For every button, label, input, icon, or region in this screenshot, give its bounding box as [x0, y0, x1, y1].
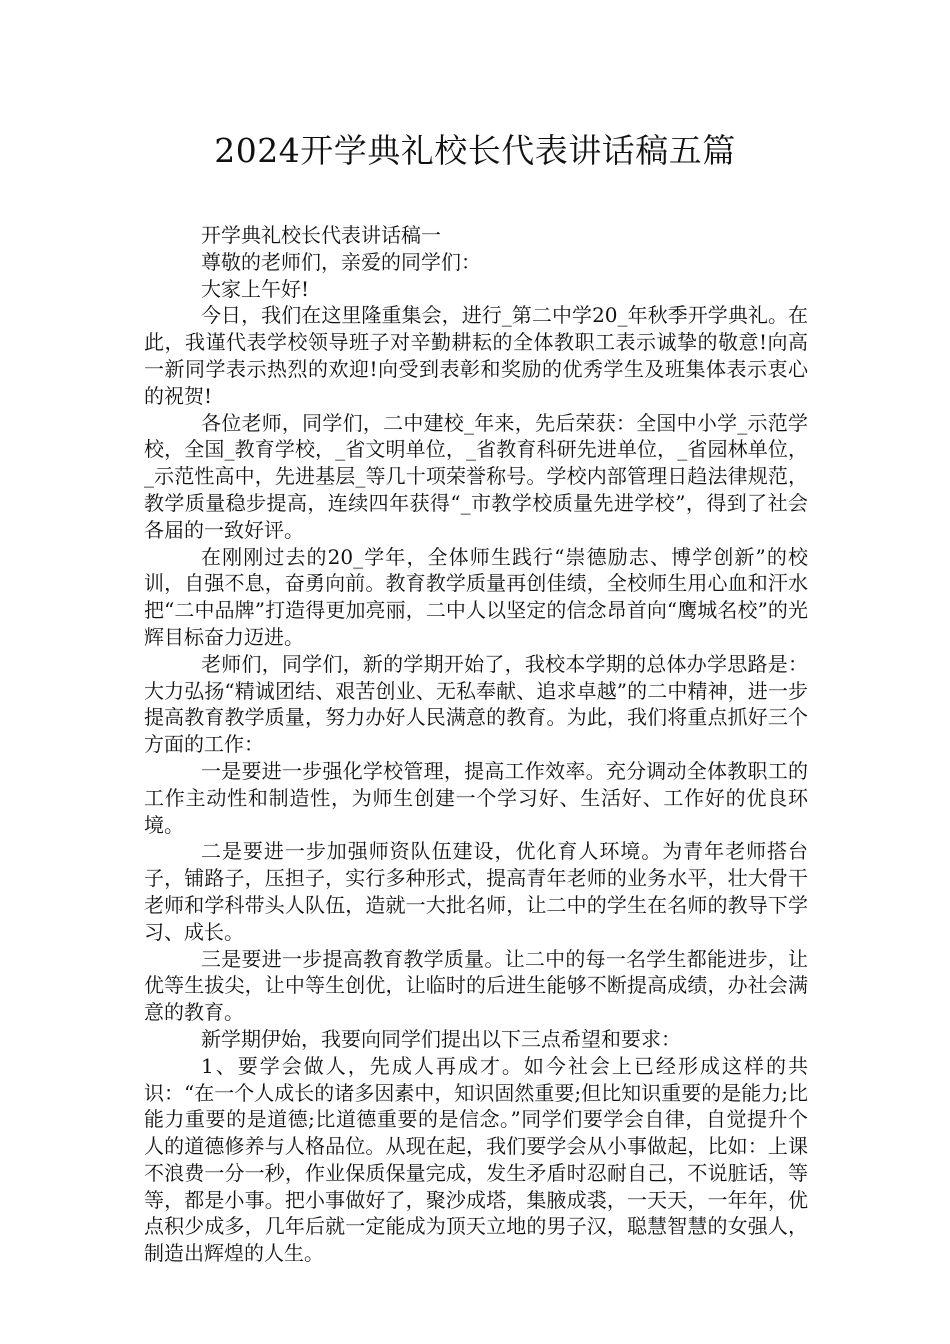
- paragraph: 开学典礼校长代表讲话稿一: [201, 223, 441, 247]
- paragraph: 新学期伊始，我要向同学们提出以下三点希望和要求：: [201, 1026, 681, 1051]
- paragraph: 大家上午好!: [201, 276, 310, 301]
- document-title: 2024开学典礼校长代表讲话稿五篇: [214, 131, 736, 170]
- paragraph: 一是要进一步强化学校管理，提高工作效率。充分调动全体教职工的工作主动性和制造性，为师生创建一个学习好、生活好、工作好的优良环境。: [144, 758, 808, 837]
- document-body: [144, 222, 808, 1267]
- paragraph: 尊敬的老师们，亲爱的同学们：: [201, 249, 481, 274]
- paragraph: 老师们，同学们，新的学期开始了，我校本学期的总体办学思路是：大力弘扬“精诚团结、艰苦创业、无私奉献、追求卓越”的二中精神，进一步提高教育教学质量，努力办好人民满意的教育。为此，我们将重点抓好三个方面的工作：: [144, 651, 808, 757]
- paragraph: 各位老师，同学们，二中建校_年来，先后荣获：全国中小学_示范学校，全国_教育学校，_省文明单位，_省教育科研先进单位，_省园林单位，_示范性高中，先进基层_等几十项荣誉称号。学校内部管理日趋法律规范，教学质量稳步提高，连续四年获得“_市教学校质量先进学校”，得到了社会各届的一致好评。: [144, 410, 808, 542]
- paragraph: 1、要学会做人，先成人再成才。如今社会上已经形成这样的共识：“在一个人成长的诸多因素中，知识固然重要;但比知识重要的是能力;比能力重要的是道德;比道德重要的是信念。”同学们要学会自律，自觉提升个人的道德修养与人格品位。从现在起，我们要学会从小事做起，比如：上课不浪费一分一秒，作业保质保量完成，发生矛盾时忍耐自己，不说脏话，等等，都是小事。把小事做好了，聚沙成塔，集腋成裘，一天天，一年年，优点积少成多，几年后就一定能成为顶天立地的男子汉，聪慧智慧的女强人，制造出辉煌的人生。: [144, 1053, 808, 1266]
- paragraph: 三是要进一步提高教育教学质量。让二中的每一名学生都能进步，让优等生拔尖，让中等生创优，让临时的后进生能够不断提高成绩，办社会满意的教育。: [144, 946, 808, 1025]
- paragraph: 在刚刚过去的20_学年，全体师生践行“崇德励志、博学创新”的校训，自强不息，奋勇向前。教育教学质量再创佳绩，全校师生用心血和汗水把“二中品牌”打造得更加亮丽，二中人以坚定的信念昂首向“鹰城名校”的光辉目标奋力迈进。: [144, 544, 808, 649]
- paragraph: 二是要进一步加强师资队伍建设，优化育人环境。为青年老师搭台子，铺路子，压担子，实行多种形式，提高青年老师的业务水平，壮大骨干老师和学科带头人队伍，造就一大批名师，让二中的学生在名师的教导下学习、成长。: [144, 839, 808, 944]
- paragraph: 今日，我们在这里隆重集会，进行_第二中学20_年秋季开学典礼。在此，我谨代表学校领导班子对辛勤耕耘的全体教职工表示诚挚的敬意!向高一新同学表示热烈的欢迎!向受到表彰和奖励的优秀学生及班集体表示衷心的祝贺!: [144, 303, 808, 408]
